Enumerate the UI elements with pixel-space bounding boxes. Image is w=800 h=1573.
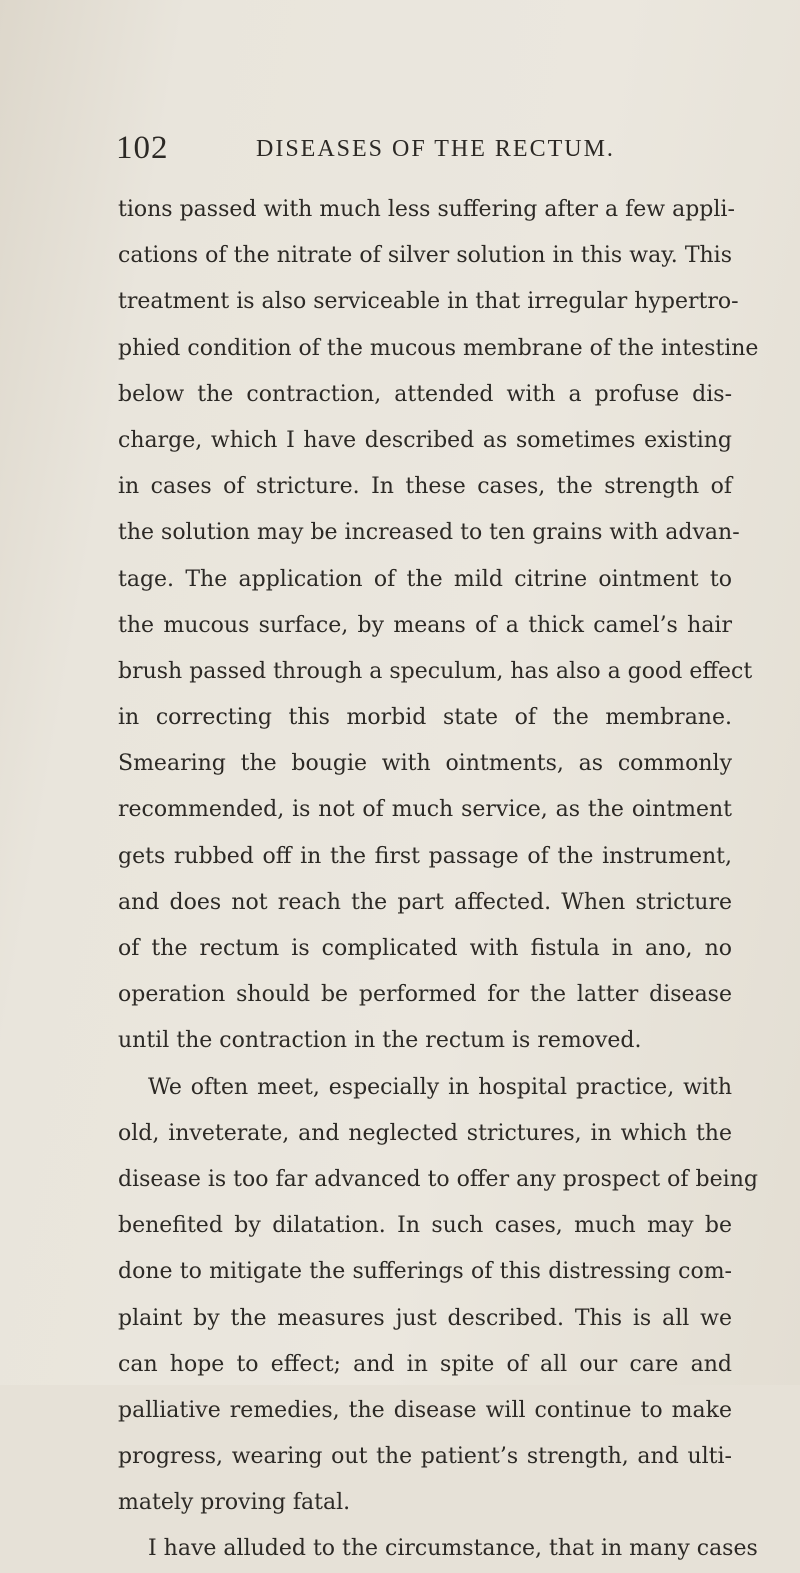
- text-line: can hope to effect; and in spite of all our care and: [118, 1351, 732, 1377]
- paragraph-start-line: I have alluded to the circumstance, that in many cases: [148, 1536, 758, 1562]
- text-line: palliative remedies, the disease will continue to make: [118, 1397, 732, 1423]
- paragraph-start-line: We often meet, especially in hospital practice, with: [148, 1074, 732, 1100]
- text-line: phied condition of the mucous membrane of the intestine: [118, 335, 759, 361]
- running-title: DISEASES OF THE RECTUM.: [256, 136, 615, 162]
- text-line: in cases of stricture. In these cases, the strength of: [118, 474, 732, 500]
- text-line: treatment is also serviceable in that irregular hypertro-: [118, 289, 739, 315]
- text-line: and does not reach the part affected. When stricture: [118, 889, 732, 915]
- text-line: Smearing the bougie with ointments, as commonly: [118, 751, 732, 777]
- text-line: done to mitigate the sufferings of this distressing com-: [118, 1259, 732, 1285]
- text-line: of the rectum is complicated with fistula in ano, no: [118, 936, 732, 961]
- paragraph-end-line: until the contraction in the rectum is removed.: [118, 1028, 642, 1054]
- text-line: the mucous surface, by means of a thick camel’s hair: [118, 612, 732, 638]
- text-line: charge, which I have described as sometimes existing: [118, 427, 732, 453]
- text-line: plaint by the measures just described. This is all we: [118, 1305, 732, 1331]
- text-line: operation should be performed for the latter disease: [118, 982, 732, 1008]
- body-text: [118, 187, 759, 1573]
- running-head: [116, 128, 736, 168]
- text-line: tage. The application of the mild citrine ointment to: [118, 566, 732, 592]
- text-line: benefited by dilatation. In such cases, much may be: [118, 1213, 732, 1239]
- text-line: tions passed with much less suffering after a few appli-: [118, 197, 735, 222]
- page-number: 102: [116, 130, 169, 166]
- text-line: cations of the nitrate of silver solution in this way. This: [118, 243, 732, 269]
- text-line: progress, wearing out the patient’s strength, and ulti-: [118, 1444, 732, 1470]
- text-line: disease is too far advanced to offer any prospect of being: [118, 1166, 758, 1192]
- text-line: brush passed through a speculum, has also a good effect: [118, 658, 753, 684]
- text-line: below the contraction, attended with a profuse dis-: [118, 381, 732, 407]
- text-line: old, inveterate, and neglected strictures, in which the: [118, 1120, 732, 1146]
- text-line: in correcting this morbid state of the membrane.: [118, 705, 732, 731]
- text-line: gets rubbed off in the first passage of the instrument,: [118, 843, 732, 869]
- text-line: recommended, is not of much service, as the ointment: [118, 797, 732, 823]
- paragraph-end-line: mately proving fatal.: [118, 1490, 351, 1516]
- text-line: the solution may be increased to ten grains with advan-: [118, 520, 740, 546]
